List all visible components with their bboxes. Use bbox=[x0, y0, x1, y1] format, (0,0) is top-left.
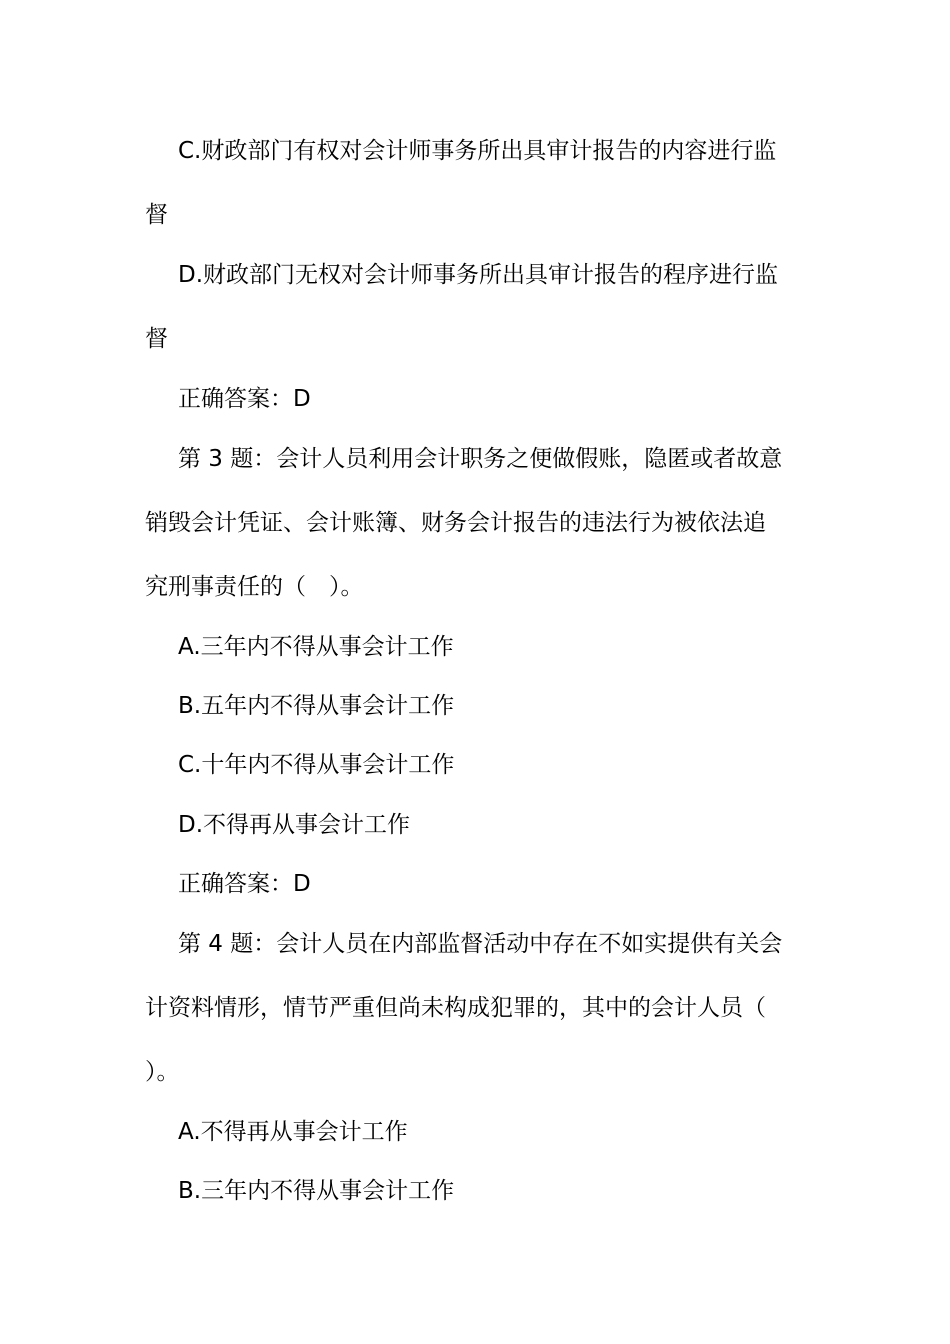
option-c-q2-line1: C.财政部门有权对会计师事务所出具审计报告的内容进行监 bbox=[178, 138, 777, 164]
answer-q2: 正确答案：D bbox=[178, 386, 311, 412]
option-b-q4: B.三年内不得从事会计工作 bbox=[178, 1178, 455, 1204]
option-d-q3: D.不得再从事会计工作 bbox=[178, 812, 411, 838]
option-b-q3: B.五年内不得从事会计工作 bbox=[178, 693, 455, 719]
option-c-q3: C.十年内不得从事会计工作 bbox=[178, 752, 455, 778]
question-4-line3: ）。 bbox=[145, 1059, 180, 1085]
question-4-line1: 第 4 题：会计人员在内部监督活动中存在不如实提供有关会 bbox=[178, 931, 783, 957]
option-c-q2-line2: 督 bbox=[145, 202, 168, 228]
question-4-line2: 计资料情形，情节严重但尚未构成犯罪的，其中的会计人员（ bbox=[145, 995, 766, 1021]
answer-q3: 正确答案：D bbox=[178, 871, 311, 897]
option-d-q2-line2: 督 bbox=[145, 326, 168, 352]
option-d-q2-line1: D.财政部门无权对会计师事务所出具审计报告的程序进行监 bbox=[178, 262, 779, 288]
option-a-q4: A.不得再从事会计工作 bbox=[178, 1119, 408, 1145]
question-3-line2: 销毁会计凭证、会计账簿、财务会计报告的违法行为被依法追 bbox=[145, 510, 766, 536]
option-a-q3: A.三年内不得从事会计工作 bbox=[178, 634, 454, 660]
question-3-line1: 第 3 题：会计人员利用会计职务之便做假账，隐匿或者故意 bbox=[178, 446, 783, 472]
question-3-line3: 究刑事责任的（ ）。 bbox=[145, 574, 364, 600]
